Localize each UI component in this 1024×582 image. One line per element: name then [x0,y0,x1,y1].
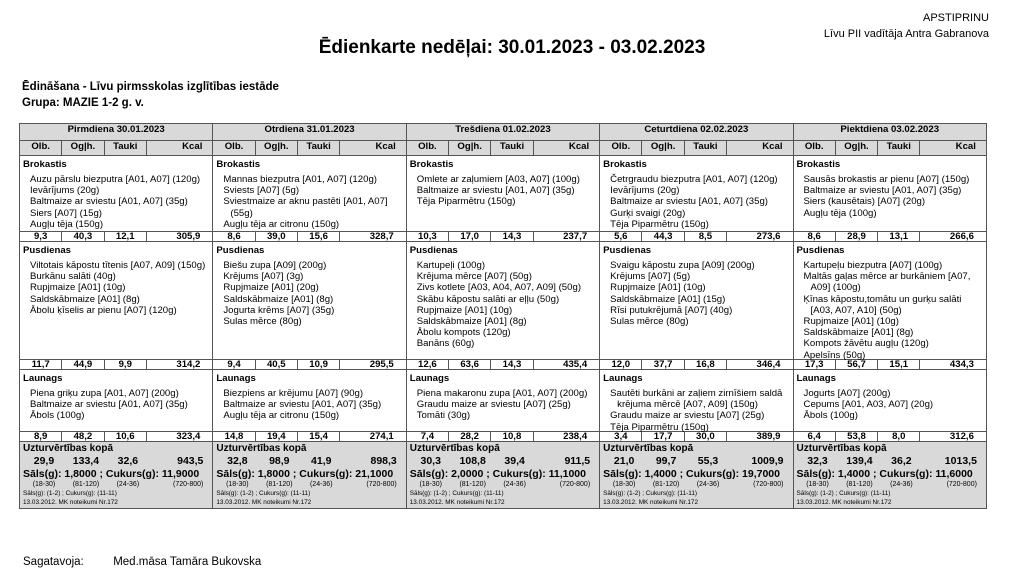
meal-stat-value: 14,3 [491,360,533,370]
meal-stats-row [20,232,987,242]
menu-item: Viltotais kāpostu tītenis [A07, A09] (150g) [30,260,206,271]
column-header: Tauki [297,141,339,156]
menu-item: Gurķi svaigi (20g) [610,207,686,219]
meal-stat-value: 15,6 [297,232,339,242]
menu-item: Krējuma mērce [A07] (50g) [416,271,532,283]
prepared-by-name: Med.māsa Tamāra Bukovska [113,556,262,568]
meal-name: Launags [216,373,256,384]
meal-name: Launags [603,373,643,384]
menu-item: Maltās gaļas mērce ar burkāniem [A07, A09] (100g) [803,271,971,294]
meal-name: Brokastis [23,159,67,170]
menu-item: Sviests [A07] (5g) [223,185,300,197]
totals-block [794,442,986,508]
meal-row [20,242,987,360]
norm-ranges [603,481,789,488]
menu-item: Biezpiens ar krējumu [A07] (90g) [223,388,364,399]
weekly-menu-table [19,123,987,509]
norm-range: (18-30) [32,481,56,488]
menu-item: Graudu maize ar sviestu [A07] (25g) [610,410,765,422]
menu-item: Augļu tēja (150g) [30,218,104,230]
group-name: Grupa: MAZIE 1-2 g. v. [22,97,144,109]
meal-stat-value: 11,7 [20,360,62,370]
norm-range: (24-36) [116,481,140,488]
meal-stat-value: 389,9 [727,432,793,442]
totals-cell [793,442,986,509]
meal-stat-value: 30,0 [684,432,726,442]
totals-cell [20,442,213,509]
menu-item: Zivs kotlete [A03, A04, A07, A09] (50g) [416,282,582,294]
meal-stat-value: 8,6 [213,232,255,242]
menu-item: Augļu tēja ar citronu (150g) [223,218,340,230]
column-header: Olb. [793,141,835,156]
totals-values [23,455,209,467]
meal-stat-value: 37,7 [642,360,684,370]
norm-ranges [797,481,983,488]
totals-label: Uzturvērtības kopā [216,443,307,454]
meal-stat-value: 8,9 [20,432,62,442]
menu-item: Sulas mērce (80g) [610,316,689,328]
menu-item: Siers [A07] (15g) [30,207,102,219]
norm-range: (81-120) [459,481,486,488]
meal-stat-value: 10,3 [406,232,448,242]
meal-stat-value: 14,3 [491,232,533,242]
meal-cell [600,156,793,232]
meal-row [20,156,987,232]
menu-item: Sviestmaize ar aknu pastēti [A01, A07] (55g) [223,196,388,219]
meal-stat-value: 7,4 [406,432,448,442]
meal-block [213,242,405,359]
menu-item: Ābolu ķīselis ar pienu [A07] (120g) [30,304,177,316]
meal-row [20,370,987,432]
meal-stat-value: 346,4 [727,360,793,370]
menu-item: Rupjmaize [A01] (10g) [610,282,706,294]
meal-cell [406,156,599,232]
meal-block [407,370,599,431]
norm-range: (24-36) [309,481,333,488]
menu-item: Augļu tēja (100g) [803,207,877,219]
column-header: Og|h. [835,141,877,156]
meal-stat-value: 48,2 [62,432,104,442]
column-header: Olb. [213,141,255,156]
meal-block [20,156,212,231]
menu-item: Ķīnas kāpostu,tomātu un gurķu salāti [A03, A07, A10] (50g) [803,293,962,316]
totals-block [600,442,792,508]
meal-stat-value: 6,4 [793,432,835,442]
column-header: Kcal [340,141,406,156]
meal-stat-value: 28,9 [835,232,877,242]
meal-stat-value: 9,3 [20,232,62,242]
menu-item: Jogurta krēms [A07] (35g) [223,304,335,316]
totals-values [410,455,596,467]
norm-salt-sugar: Sāls(g): (1-2) ; Cukurs(g): (11-11) [409,490,504,497]
menu-item: Tēja Piparmētru (150g) [416,196,516,208]
norm-range: (81-120) [72,481,100,488]
total-value: 39,4 [504,455,525,467]
menu-item: Saldskābmaize [A01] (8g) [30,293,140,305]
menu-item: Krējums [A07] (3g) [223,271,304,283]
norm-salt-sugar: Sāls(g): (1-2) ; Cukurs(g): (11-11) [796,490,891,497]
meal-stat-value: 40,5 [255,360,297,370]
meal-stat-value: 12,6 [406,360,448,370]
totals-label: Uzturvērtības kopā [409,443,500,454]
salt-sugar-values: Sāls(g): 2,0000 ; Cukurs(g): 11,1000 [409,468,586,480]
meal-block [20,370,212,431]
menu-item: Ābolu kompots (120g) [416,327,511,339]
menu-item: Svaigu kāpostu zupa [A09] (200g) [610,260,755,271]
menu-item: Sulas mērce (80g) [223,316,302,328]
column-header: Og|h. [449,141,491,156]
meal-stat-value: 63,6 [449,360,491,370]
meal-stat-value: 266,6 [920,232,987,242]
salt-sugar-values: Sāls(g): 1,8000 ; Cukurs(g): 21,1000 [216,468,394,480]
totals-values [603,455,789,467]
day-header: Pirmdiena 30.01.2023 [20,124,213,141]
meal-name: Pusdienas [23,245,71,256]
institution-name: Ēdināšana - Līvu pirmsskolas izglītības iestāde [22,81,279,93]
menu-item: Biešu zupa [A09] (200g) [223,260,327,271]
menu-item: Tomāti (30g) [416,410,471,422]
meal-stat-value: 3,4 [600,432,642,442]
meal-block [600,370,792,431]
total-value: 55,3 [697,455,719,467]
meal-stat-value: 53,8 [835,432,877,442]
menu-item: Rupjmaize [A01] (10g) [803,316,899,328]
menu-item: Saldskābmaize [A01] (8g) [803,327,914,339]
salt-sugar-values: Sāls(g): 1,4000 ; Cukurs(g): 11,6000 [796,468,973,480]
menu-item: Rupjmaize [A01] (20g) [223,282,319,294]
norm-range: (18-30) [612,481,636,488]
menu-item: Ievārījums (20g) [610,185,680,197]
norm-ranges [410,481,596,488]
menu-item: Kartupeļi (100g) [416,260,486,271]
column-header: Tauki [684,141,726,156]
day-header: Ceturtdiena 02.02.2023 [600,124,793,141]
menu-item: Skābu kāpostu salāti ar eļļu (50g) [416,293,560,305]
menu-item: Ābols (100g) [803,410,858,422]
meal-stat-value: 28,2 [449,432,491,442]
totals-block [213,442,405,508]
menu-item: Kompots žāvētu augļu (120g) [803,338,929,350]
meal-stat-value: 19,4 [255,432,297,442]
meal-stat-value: 274,1 [340,432,406,442]
column-header: Tauki [878,141,920,156]
norm-ranges [216,481,402,488]
meal-stat-value: 44,9 [62,360,104,370]
meal-stat-value: 12,0 [600,360,642,370]
menu-item: Saldskābmaize [A01] (8g) [223,293,334,305]
meal-stat-value: 10,6 [104,432,146,442]
total-value: 36,2 [891,455,912,467]
meal-stat-value: 12,1 [104,232,146,242]
meal-stat-value: 314,2 [146,360,212,370]
meal-stat-value: 295,5 [340,360,406,370]
column-header: Kcal [533,141,600,156]
meal-name: Brokastis [603,159,647,170]
meal-name: Launags [409,373,450,384]
salt-sugar-values: Sāls(g): 1,4000 ; Cukurs(g): 19,7000 [603,468,780,480]
menu-item: Siers (kausētais) [A07] (20g) [803,196,926,208]
meal-name: Brokastis [409,159,454,170]
meal-stats-row [20,432,987,442]
total-value: 133,4 [72,455,100,467]
prepared-by-label: Sagatavoja: [23,556,84,568]
meal-block [794,370,986,431]
menu-item: Apelsīns (50g) [803,349,866,361]
menu-item: Piena makaronu zupa [A01, A07] (200g) [416,388,588,399]
meal-block [794,242,986,359]
regulation-note: 13.03.2012. MK noteikumi Nr.172 [23,499,118,506]
column-header: Kcal [727,141,793,156]
column-header: Tauki [104,141,146,156]
day-header: Trešdiena 01.02.2023 [406,124,599,141]
menu-item: Saldskābmaize [A01] (8g) [416,316,527,328]
meal-stat-value: 10,8 [491,432,533,442]
totals-row [20,442,987,509]
meal-cell [20,156,213,232]
total-value: 30,3 [420,455,441,467]
meal-block [213,156,405,231]
menu-item: Ābols (100g) [30,410,85,422]
norm-range: (720-800) [753,481,784,488]
menu-item: Rupjmaize [A01] (10g) [416,304,513,316]
norm-range: (24-36) [696,481,720,488]
meal-stat-value: 15,4 [297,432,339,442]
menu-item: Burkānu salāti (40g) [30,271,116,283]
meal-stat-value: 13,1 [878,232,920,242]
meal-stat-value: 17,7 [642,432,684,442]
meal-block [20,242,212,359]
meal-cell [406,242,599,360]
meal-stat-value: 9,4 [213,360,255,370]
meal-cell [793,156,986,232]
meal-stat-value: 8,6 [793,232,835,242]
day-header: Otrdiena 31.01.2023 [213,124,406,141]
regulation-note: 13.03.2012. MK noteikumi Nr.172 [603,499,699,506]
meal-cell [600,370,793,432]
menu-item: Jogurts [A07] (200g) [803,388,891,399]
menu-item: Baltmaize ar sviestu [A01, A07] (35g) [223,399,382,411]
meal-block [794,156,986,231]
totals-cell [213,442,406,509]
meal-stat-value: 17,3 [793,360,835,370]
meal-stat-value: 44,3 [642,232,684,242]
column-header: Olb. [406,141,448,156]
meal-cell [20,370,213,432]
meal-cell [213,156,406,232]
total-value: 898,3 [370,455,397,467]
meal-cell [793,242,986,360]
menu-item: Tēja Piparmētru (150g) [610,218,709,230]
norm-range: (720-800) [366,481,397,488]
totals-cell [406,442,599,509]
approval-signer: Līvu PII vadītāja Antra Gabranova [823,28,989,40]
meal-stat-value: 323,4 [146,432,212,442]
meal-stat-value: 5,6 [600,232,642,242]
norm-salt-sugar: Sāls(g): (1-2) ; Cukurs(g): (11-11) [23,490,117,497]
menu-item: Graudu maize ar sviestu [A07] (25g) [416,399,571,411]
total-value: 98,9 [269,455,290,467]
meal-cell [213,370,406,432]
regulation-note: 13.03.2012. MK noteikumi Nr.172 [409,499,505,506]
meal-stat-value: 16,8 [684,360,726,370]
norm-range: (720-800) [946,481,977,488]
meal-block [407,242,599,359]
totals-label: Uzturvērtības kopā [603,443,694,454]
norm-range: (18-30) [806,481,829,488]
total-value: 911,5 [564,455,591,467]
menu-item: Baltmaize ar sviestu [A01, A07] (35g) [803,185,962,197]
total-value: 41,9 [311,455,332,467]
menu-item: Kartupeļu biezputra [A07] (100g) [803,260,943,271]
meal-stat-value: 312,6 [920,432,987,442]
approval-title: APSTIPRINU [922,12,989,24]
menu-item: Omlete ar zaļumiem [A03, A07] (100g) [416,174,580,185]
totals-cell [600,442,793,509]
norm-range: (720-800) [559,481,591,488]
meal-stat-value: 305,9 [146,232,212,242]
meal-name: Pusdienas [603,245,652,256]
totals-values [216,455,402,467]
norm-range: (81-120) [846,481,873,488]
menu-item: Cepums [A01, A03, A07] (20g) [803,399,934,411]
menu-item: Krējums [A07] (5g) [610,271,691,283]
meal-stat-value: 17,0 [449,232,491,242]
norm-range: (24-36) [890,481,913,488]
meal-stats-row [20,360,987,370]
meal-name: Pusdienas [216,245,265,256]
totals-block [407,442,599,508]
meal-stat-value: 39,0 [255,232,297,242]
meal-stat-value: 273,6 [727,232,793,242]
meal-stat-value: 238,4 [533,432,600,442]
meal-stat-value: 435,4 [533,360,600,370]
menu-item: Rupjmaize [A01] (10g) [30,282,126,294]
salt-sugar-values: Sāls(g): 1,8000 ; Cukurs(g): 11,9000 [23,468,200,480]
meal-name: Launags [796,373,836,384]
totals-label: Uzturvērtības kopā [796,443,887,454]
norm-range: (18-30) [226,481,249,488]
column-header: Olb. [20,141,62,156]
column-header: Kcal [920,141,987,156]
meal-stat-value: 328,7 [340,232,406,242]
total-value: 32,8 [227,455,248,467]
meal-block [600,156,792,231]
meal-stat-value: 56,7 [835,360,877,370]
menu-item: Četrgraudu biezputra [A01, A07] (120g) [610,174,778,185]
norm-range: (24-36) [503,481,526,488]
menu-item: Piena griķu zupa [A01, A07] (200g) [30,388,179,399]
menu-item: Rīsi putukrējumā [A07] (40g) [610,304,733,316]
meal-stat-value: 40,3 [62,232,104,242]
regulation-note: 13.03.2012. MK noteikumi Nr.172 [796,499,892,506]
menu-item: Auzu pārslu biezputra [A01, A07] (120g) [30,174,201,185]
meal-block [407,156,599,231]
total-value: 32,6 [117,455,139,467]
menu-item: Sautēti burkāni ar zaļiem zirnīšiem saldā krējuma mērcē [A07, A09] (150g) [610,388,783,411]
totals-label: Uzturvērtības kopā [23,443,114,454]
menu-item: Mannas biezputra [A01, A07] (120g) [223,174,377,185]
meal-block [600,242,792,359]
totals-values [797,455,983,467]
meal-stat-value: 15,1 [878,360,920,370]
column-header: Tauki [491,141,533,156]
column-header-row [20,141,987,156]
day-header-row [20,124,987,141]
column-header: Og|h. [255,141,297,156]
meal-stat-value: 14,8 [213,432,255,442]
norm-ranges [23,481,209,488]
meal-block [213,370,405,431]
total-value: 1013,5 [944,455,977,467]
meal-cell [20,242,213,360]
total-value: 32,3 [807,455,828,467]
total-value: 108,8 [459,455,486,467]
menu-item: Baltmaize ar sviestu [A01, A07] (35g) [30,196,188,208]
menu-item: Sausās brokastis ar pienu [A07] (150g) [803,174,970,185]
regulation-note: 13.03.2012. MK noteikumi Nr.172 [216,499,312,506]
column-header: Og|h. [642,141,684,156]
meal-name: Brokastis [216,159,261,170]
norm-range: (18-30) [419,481,443,488]
menu-item: Banāns (60g) [416,338,475,350]
meal-name: Pusdienas [796,245,845,256]
meal-stat-value: 10,9 [297,360,339,370]
menu-item: Baltmaize ar sviestu [A01, A07] (35g) [416,185,575,197]
norm-range: (81-120) [266,481,293,488]
footer [23,556,261,568]
total-value: 99,7 [655,455,677,467]
menu-item: Baltmaize ar sviestu [A01, A07] (35g) [610,196,768,208]
meal-stat-value: 8,0 [878,432,920,442]
column-header: Olb. [600,141,642,156]
norm-range: (81-120) [652,481,680,488]
norm-salt-sugar: Sāls(g): (1-2) ; Cukurs(g): (11-11) [603,490,698,497]
meal-name: Brokastis [796,159,841,170]
totals-block [20,442,212,508]
meal-stat-value: 237,7 [533,232,600,242]
column-header: Og|h. [62,141,104,156]
menu-item: Tēja Piparmētru (150g) [610,421,709,433]
day-header: Piektdiena 03.02.2023 [793,124,986,141]
menu-meta [22,79,279,111]
meal-cell [406,370,599,432]
norm-range: (720-800) [173,481,204,488]
menu-item: Augļu tēja ar citronu (150g) [223,410,340,422]
meal-cell [600,242,793,360]
menu-item: Ievārījums (20g) [30,185,100,197]
total-value: 1009,9 [751,455,784,467]
meal-stat-value: 8,5 [684,232,726,242]
meal-name: Launags [23,373,63,384]
column-header: Kcal [146,141,212,156]
total-value: 139,4 [846,455,873,467]
meal-cell [793,370,986,432]
meal-cell [213,242,406,360]
norm-salt-sugar: Sāls(g): (1-2) ; Cukurs(g): (11-11) [216,490,311,497]
menu-item: Saldskābmaize [A01] (15g) [610,293,726,305]
meal-stat-value: 434,3 [920,360,987,370]
total-value: 29,9 [33,455,55,467]
meal-stat-value: 9,9 [104,360,146,370]
total-value: 21,0 [613,455,635,467]
total-value: 943,5 [177,455,204,467]
meal-name: Pusdienas [409,245,458,256]
menu-item: Baltmaize ar sviestu [A01, A07] (35g) [30,399,188,411]
page-title: Ēdienkarte nedēļai: 30.01.2023 - 03.02.2023 [318,37,706,58]
